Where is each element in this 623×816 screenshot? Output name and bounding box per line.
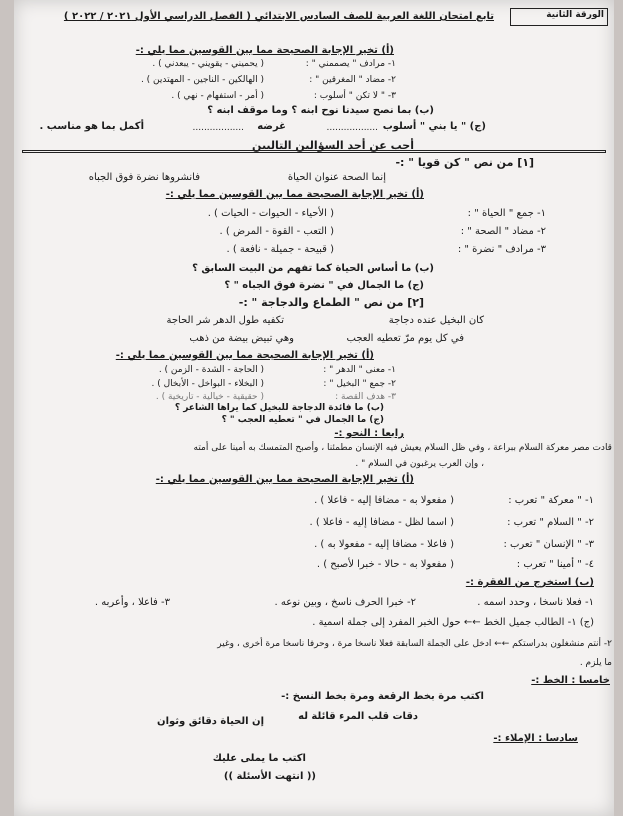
part-a-q1-opts: ( يحميني - يقويني - يبعدني ) . <box>152 59 264 69</box>
section2-q2: ٢- جمع " البخيل " : <box>323 379 396 389</box>
section2-v1-left: تكفيه طول الدهر شر الحاجة <box>166 315 284 326</box>
part-a-c-c: أكمل بما هو مناسب . <box>39 121 144 132</box>
section1-b: (ب) ما أساس الحياة كما تفهم من البيت السابق ؟ <box>192 263 434 274</box>
grammar-q1-opts: ( مفعولا به - مضافا إليه - فاعلا ) . <box>314 495 454 506</box>
section1-q1-opts: ( الأحياء - الحيوات - الحيات ) . <box>207 208 334 219</box>
part-a-q2: ٢- مضاد " المغرقين " : <box>309 75 396 85</box>
section2-v1-right: كان البخيل عنده دجاجة <box>388 315 484 326</box>
handwriting-title: خامسا : الخط :- <box>531 675 610 686</box>
handwriting-text-2: إن الحياة دقائق وثوان <box>157 716 264 727</box>
section1-q3-opts: ( قبيحة - جميلة - نافعة ) . <box>226 244 334 255</box>
grammar-paragraph-1: قادت مصر معركة السلام ببراعة ، وفي ظل السلام يعيش فيه الإنسان مطمئنا ، وأصبح المتمسك به أمينا على أمته <box>193 443 612 453</box>
section1-box <box>22 150 606 153</box>
section1-verse-left: فانشروها نضرة فوق الجباه <box>88 172 200 183</box>
section2-q1: ١- معنى " الدهر " : <box>323 365 396 375</box>
exam-sheet <box>14 0 614 816</box>
answer-one-of-two: أجب عن أحد السؤالين التاليين <box>252 139 414 152</box>
grammar-choose: (أ) تخير الإجابة الصحيحة مما بين القوسين مما يلي :- <box>155 474 414 485</box>
section2-title: [٢] من نص " الطماع والدجاجة " :- <box>238 296 424 309</box>
section1-verse-right: إنما الصحة عنوان الحياة <box>287 172 386 183</box>
exam-title: تابع امتحان اللغة العربية للصف السادس الابتدائي ( الفصل الدراسي الأول ٢٠٢١ / ٢٠٢٢ ) <box>63 11 494 22</box>
handwriting-text-1: دقات قلب المرء قائلة له <box>298 711 418 722</box>
grammar-title: رابعا : النحو :- <box>334 428 404 439</box>
dictation-instr: اكتب ما يملى عليك <box>212 753 306 764</box>
section1-c: (ج) ما الجمال في " نضرة فوق الجباه " ؟ <box>224 280 424 291</box>
grammar-c2: ٢- أنتم منشغلون بدراستكم ←← ادخل على الجملة السابقة فعلا ناسخا مرة ، وحرفا ناسخا مرة أخرى ، وغير <box>217 639 612 649</box>
grammar-b1: ١- فعلا ناسخا ، وحدد اسمه . <box>477 597 594 608</box>
handwriting-instr: اكتب مرة بخط الرقعة ومرة بخط النسخ :- <box>281 691 484 702</box>
section2-c: (ج) ما الجمال في " تعطيه العجب " ؟ <box>221 415 384 425</box>
section2-v2-left: وهي تبيض بيضة من ذهب <box>189 333 294 344</box>
part-a-c-b: غرضه <box>257 121 286 132</box>
part-a-c-dots-2: .................. <box>192 123 244 133</box>
exam-end: (( انتهت الأسئلة )) <box>223 771 316 782</box>
grammar-q1: ١- " معركة " تعرب : <box>508 495 594 506</box>
section1-q2: ٢- مضاد " الصحة " : <box>460 226 546 237</box>
grammar-b3: ٣- فاعلا ، وأعربه . <box>94 597 170 608</box>
grammar-q3-opts: ( فاعلا - مضافا إليه - مفعولا به ) . <box>314 539 454 550</box>
grammar-q2: ٢- " السلام " تعرب : <box>507 517 594 528</box>
grammar-b: (ب) استخرج من الفقرة :- <box>465 577 594 588</box>
part-a-c-dots-1: .................. <box>326 123 378 133</box>
section2-q3: ٣- هدف القصة : <box>335 392 396 402</box>
section2-b: (ب) ما فائدة الدجاجة للبخيل كما يراها الشاعر ؟ <box>174 403 384 413</box>
grammar-c3: ما يلزم . <box>579 658 612 668</box>
section1-q2-opts: ( التعب - القوة - المرض ) . <box>219 226 334 237</box>
section2-choose: (أ) تخير الإجابة الصحيحة مما بين القوسين مما يلي :- <box>115 350 374 361</box>
part-a-b: (ب) بما نصح سيدنا نوح ابنه ؟ وما موقف ابنه ؟ <box>207 105 434 116</box>
part-a-c-a: (ج) " يا بني " أسلوب <box>382 121 486 132</box>
section2-q2-opts: ( البخلاء - البواخل - الأبخال ) . <box>151 379 264 389</box>
part-a-choose: (أ) تخير الإجابة الصحيحة مما بين القوسين مما يلي :- <box>135 45 394 56</box>
grammar-c1: (ج) ١- الطالب جميل الخط ←← حول الخبر المفرد إلى جملة اسمية . <box>312 617 594 628</box>
section2-v2-right: في كل يوم مرّ تعطيه العجب <box>346 333 464 344</box>
part-a-q1: ١- مرادف " يصممني " : <box>305 59 396 69</box>
grammar-q4-opts: ( مفعولا به - حالا - خبرا لأصبح ) . <box>316 559 454 570</box>
part-a-q3: ٣- " لا تكن " أسلوب : <box>313 91 396 101</box>
part-a-q3-opts: ( أمر - استفهام - نهي ) . <box>171 91 264 101</box>
grammar-paragraph-2: ، وإن العرب يرغبون في السلام " . <box>355 459 484 469</box>
grammar-b2: ٢- خبرا الحرف ناسخ ، وبين نوعه . <box>274 597 416 608</box>
part-a-q2-opts: ( الهالكين - الناجين - المهتدين ) . <box>140 75 264 85</box>
section1-q3: ٣- مرادف " نضرة " : <box>457 244 546 255</box>
section1-q1: ١- جمع " الحياة " : <box>467 208 546 219</box>
grammar-q3: ٣- " الإنسان " تعرب : <box>503 539 594 550</box>
section1-choose: (أ) تخير الإجابة الصحيحة مما بين القوسين مما يلي :- <box>165 189 424 200</box>
page-label: الورقة الثانية <box>546 10 604 20</box>
section2-q3-opts: ( حقيقية - خيالية - تاريخية ) . <box>155 392 264 402</box>
section1-title: [١] من نص " كن قويا " :- <box>395 156 534 169</box>
grammar-q4: ٤- " أمينا " تعرب : <box>516 559 594 570</box>
grammar-q2-opts: ( اسما لظل - مضافا إليه - فاعلا ) . <box>309 517 454 528</box>
dictation-title: سادسا : الإملاء :- <box>493 733 578 744</box>
section2-q1-opts: ( الحاجة - الشدة - الزمن ) . <box>158 365 264 375</box>
